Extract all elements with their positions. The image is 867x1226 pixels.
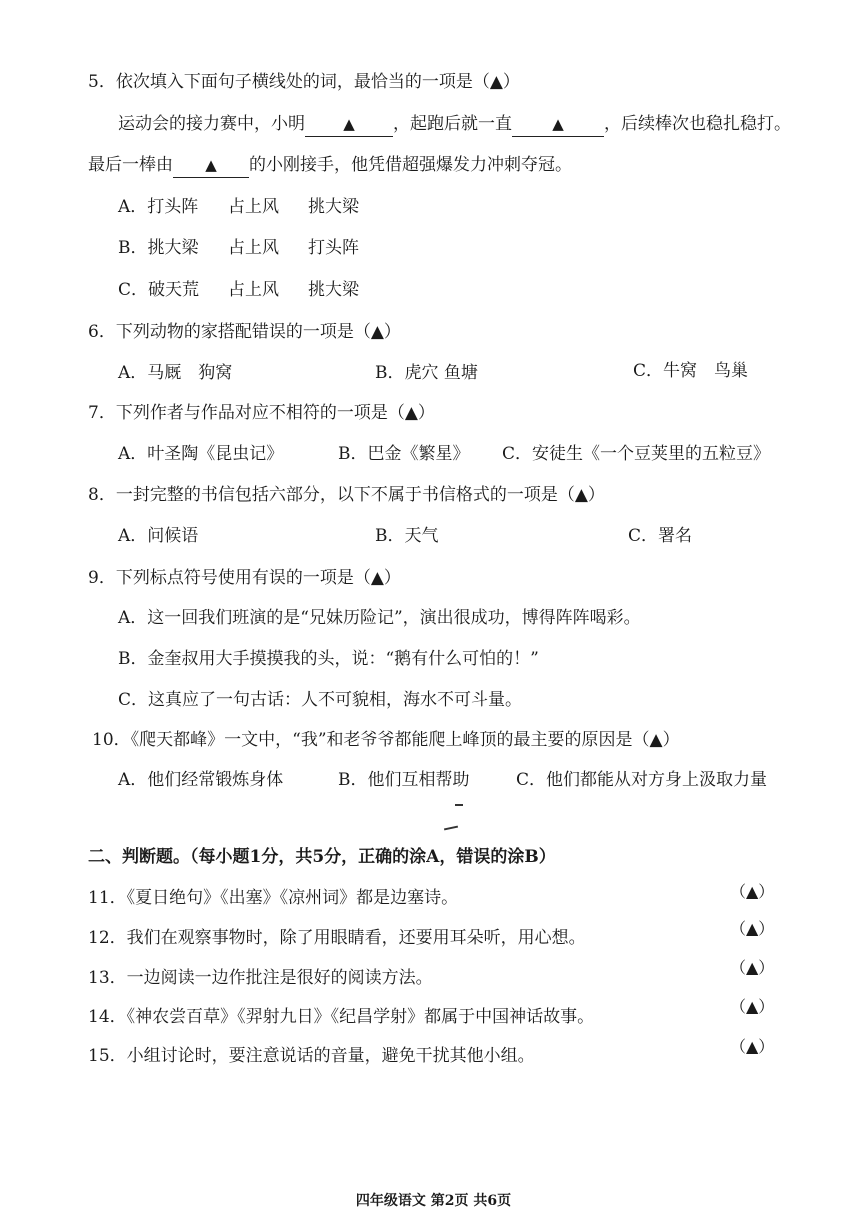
q5-option-a-w2: 占上风 xyxy=(228,197,279,217)
q6-stem: 6．下列动物的家搭配错误的一项是（▲） xyxy=(88,322,401,342)
q5-option-c-w2: 占上风 xyxy=(228,280,279,300)
q7-stem: 7．下列作者与作品对应不相符的一项是（▲） xyxy=(88,403,435,423)
q5-sentence-1 xyxy=(118,112,791,137)
q9-option-b: B．金奎叔用大手摸摸我的头，说：“鹅有什么可怕的！” xyxy=(118,649,539,669)
q7-option-b: B．巴金《繁星》 xyxy=(338,444,470,464)
q5-blank-3: ▲ xyxy=(173,153,249,178)
q10-option-a: A．他们经常锻炼身体 xyxy=(118,770,284,790)
q5-s1c: ，后续棒次也稳扎稳打。 xyxy=(604,114,791,134)
q5-option-b-w2: 占上风 xyxy=(228,238,279,258)
q8-stem: 8．一封完整的书信包括六部分，以下不属于书信格式的一项是（▲） xyxy=(88,485,605,505)
q10-option-b: B．他们互相帮助 xyxy=(338,770,470,790)
judge-item-12: 12．我们在观察事物时，除了用眼睛看，还要用耳朵听，用心想。 xyxy=(88,928,586,948)
q6-option-b: B．虎穴 鱼塘 xyxy=(375,363,478,383)
page-footer: 四年级语文 第2页 共6页 xyxy=(355,1193,512,1209)
scan-speck xyxy=(455,804,463,806)
q9-option-a: A．这一回我们班演的是“兄妹历险记”，演出很成功，博得阵阵喝彩。 xyxy=(118,608,641,628)
judge-item-15: 15．小组讨论时，要注意说话的音量，避免干扰其他小组。 xyxy=(88,1046,535,1066)
q5-sentence-2 xyxy=(88,153,572,178)
section-2-title: 二、判断题。（每小题1分，共5分，正确的涂A，错误的涂B） xyxy=(88,847,556,867)
judge-item-13: 13．一边阅读一边作批注是很好的阅读方法。 xyxy=(88,968,433,988)
q5-blank-1: ▲ xyxy=(305,112,393,137)
judge-mark-13: （▲） xyxy=(730,958,775,977)
judge-mark-14: （▲） xyxy=(730,997,775,1016)
q10-stem: 10．《爬天都峰》一文中，“我”和老爷爷都能爬上峰顶的最主要的原因是（▲） xyxy=(92,730,680,750)
q8-option-b: B．天气 xyxy=(375,526,439,546)
q8-option-a: A．问候语 xyxy=(118,526,199,546)
q5-option-a-w3: 挑大梁 xyxy=(308,197,359,217)
q10-option-c: C．他们都能从对方身上汲取力量 xyxy=(516,770,768,790)
q7-option-c: C．安徒生《一个豆荚里的五粒豆》 xyxy=(502,444,771,464)
q5-s2a: 最后一棒由 xyxy=(88,155,173,175)
judge-item-14: 14．《神农尝百草》《羿射九日》《纪昌学射》都属于中国神话故事。 xyxy=(88,1007,595,1027)
q5-stem: 5．依次填入下面句子横线处的词，最恰当的一项是（▲） xyxy=(88,72,520,92)
q5-s1a: 运动会的接力赛中，小明 xyxy=(118,114,305,134)
q7-option-a: A．叶圣陶《昆虫记》 xyxy=(118,444,284,464)
q8-option-c: C．署名 xyxy=(628,526,693,546)
judge-mark-11: （▲） xyxy=(730,882,775,901)
q9-stem: 9．下列标点符号使用有误的一项是（▲） xyxy=(88,568,401,588)
q6-option-a: A．马厩 狗窝 xyxy=(118,363,233,383)
q5-option-c: C．破天荒 xyxy=(118,280,200,300)
q9-option-c: C．这真应了一句古话：人不可貌相，海水不可斗量。 xyxy=(118,690,523,710)
judge-mark-12: （▲） xyxy=(730,919,775,938)
q5-option-a: A．打头阵 xyxy=(118,197,199,217)
q5-blank-2: ▲ xyxy=(512,112,604,137)
q6-option-c: C．牛窝 鸟巢 xyxy=(633,361,749,381)
q5-s1b: ，起跑后就一直 xyxy=(393,114,512,134)
q5-option-b-w3: 打头阵 xyxy=(308,238,359,258)
q5-s2b: 的小刚接手，他凭借超强爆发力冲刺夺冠。 xyxy=(249,155,572,175)
scan-speck xyxy=(444,826,458,831)
q5-option-c-w3: 挑大梁 xyxy=(308,280,359,300)
q5-option-b: B．挑大梁 xyxy=(118,238,199,258)
judge-item-11: 11．《夏日绝句》《出塞》《凉州词》都是边塞诗。 xyxy=(88,888,459,908)
judge-mark-15: （▲） xyxy=(730,1037,775,1056)
